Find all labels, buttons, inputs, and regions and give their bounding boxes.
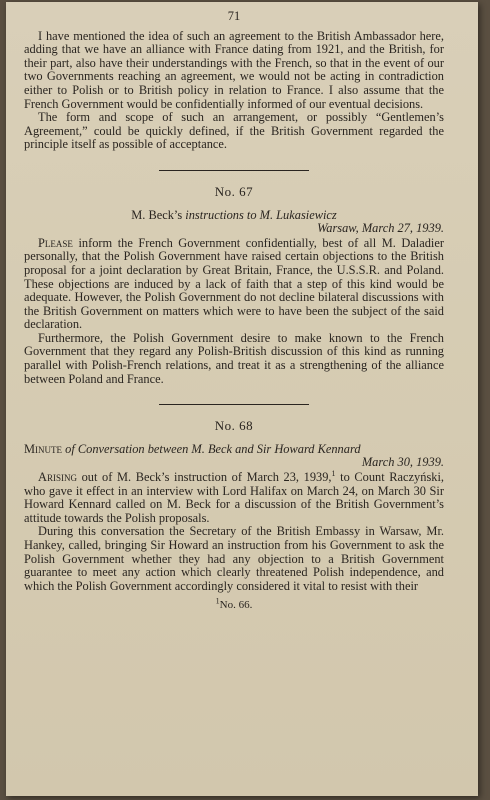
intro-paragraph-1: I have mentioned the idea of such an agreement to the British Ambassador here, adding that we have an alliance with France dating from 1921, and the British, for their part, also have their understandings with the French, so that in the event of our two Governments reaching an agreement, we would not be acting in contradiction either to Polish or to British policy in relation to France. I also assume that the French Government would be confidentially informed of our eventual decisions. [24, 28, 444, 111]
page-text [24, 10, 444, 613]
intro-paragraph-2: The form and scope of such an arrangement, or possibly “Gentlemen’s Agreement,” could be quickly defined, if the British Government regarded the principle itself as possible of acceptance. [24, 110, 444, 152]
footnote-marker: 1 [215, 596, 220, 606]
footnote-text: No. 66. [219, 599, 253, 612]
document-67-title [24, 209, 444, 223]
document-number-68: No. 68 [214, 418, 254, 434]
footnote [24, 596, 444, 613]
section-divider [159, 170, 309, 171]
document-68-lead-word: Arising [38, 470, 77, 485]
book-page [6, 2, 478, 796]
document-68-title-text: of Conversation between M. Beck and Sir Howard Kennard [65, 441, 361, 456]
document-67-title-text: instructions to M. Lukasiewicz [185, 207, 337, 222]
document-68-paragraph-1-text-b: to Count Raczyński, who gave it effect in an interview with Lord Halifax on March 24, on March 30 Sir Howard Kennard called on M. Beck for a discussion of the British Government’s attitude towards the Polish proposals. [24, 470, 444, 525]
document-67-paragraph-1 [24, 237, 444, 332]
document-number-67: No. 67 [214, 183, 254, 199]
document-67-paragraph-1-text: inform the French Government confidentially, best of all M. Daladier personally, that the Polish Government have raised certain objections to the British proposal for a joint declaration by Great Britain, France, the U.S.S.R. and Poland. These objections are induced by a lack of faith that a step of this kind would be adequate. However, the Polish Government do not decline bilateral discussions with the British Government on matters which were to have been the subject of the said declaration. [24, 235, 444, 332]
document-68-date: March 30, 1939. [361, 455, 444, 470]
footnote-reference: 1 [331, 468, 336, 478]
document-68-paragraph-1-text-a: out of M. Beck’s instruction of March 23, 1939, [81, 470, 332, 485]
document-68-title-lead: Minute [24, 441, 63, 456]
document-68-paragraph-1 [24, 468, 444, 525]
document-68-paragraph-2: During this conversation the Secretary of the British Embassy in Warsaw, Mr. Hankey, called, bringing Sir Howard an instruction from his Government to ask the Polish Government whether they had any objection to a British Government guarantee to meet any action which clearly threatened Polish independence, and which the Polish Government accordingly considered it vital to resist with their [24, 524, 444, 593]
document-67-lead-word: Please [38, 235, 73, 250]
document-67-place-date: Warsaw, March 27, 1939. [317, 221, 444, 236]
section-divider [159, 404, 309, 405]
document-67-paragraph-2: Furthermore, the Polish Government desire to make known to the French Government that they regard any Polish-British discussion of this kind as running parallel with Polish-French relations, and treat it as a strengthening of the alliance between Poland and France. [24, 330, 444, 386]
page-number: 71 [227, 9, 241, 23]
document-67-title-author: M. Beck’s [131, 207, 183, 222]
document-68-title [24, 443, 444, 457]
